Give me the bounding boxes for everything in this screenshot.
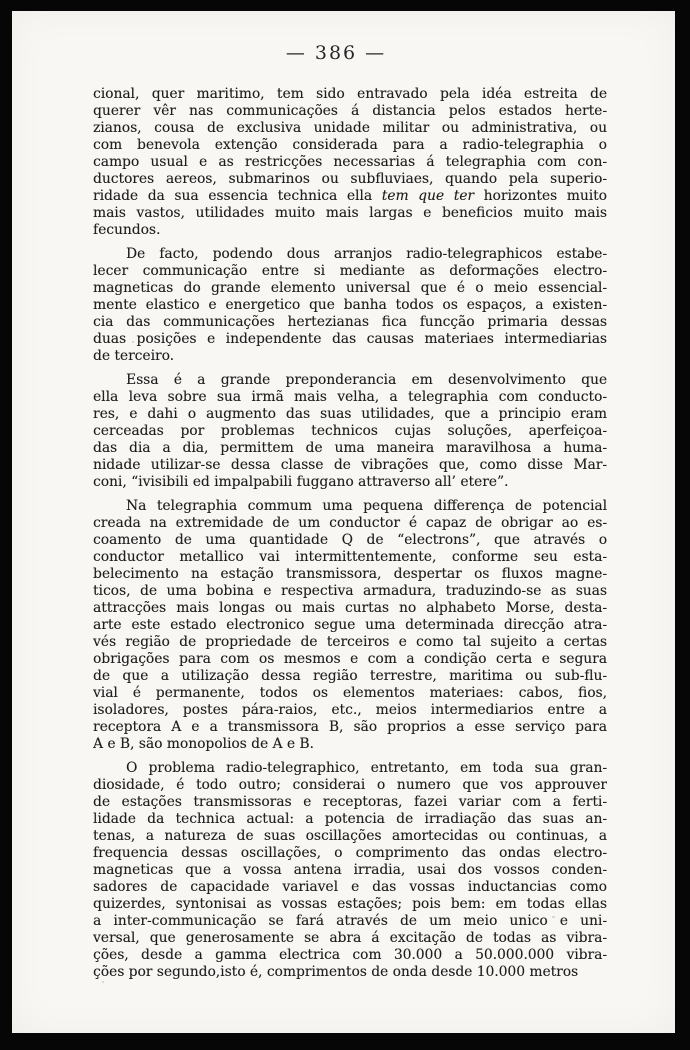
text-line: lecer communicação entre si mediante as deformações electro- — [93, 263, 607, 279]
text-line: coamento de uma quantidade Q de “electrons”, que através o — [93, 532, 607, 548]
text-line: cia das communicações hertezianas fica funcção primaria dessas — [93, 314, 607, 330]
paragraph — [93, 760, 607, 981]
text-line: magneticas que a vossa antena irradia, usai dos vossos conden- — [93, 862, 607, 878]
scan-speck — [102, 981, 104, 983]
text-line: tenas, a natureza de suas oscillações amortecidas ou continuas, a — [93, 828, 607, 844]
text-line: duas posições e independente das causas materiaes intermediarias — [93, 331, 607, 347]
text-line: lidade da technica actual: a potencia de irradiação das suas an- — [93, 811, 607, 827]
text-line: A e B, são monopolios de A e B. — [93, 736, 314, 752]
text-line: a inter-communicação se fará através de um meio unico e uni- — [93, 913, 607, 929]
scan-speck — [482, 139, 485, 142]
scan-speck — [300, 106, 303, 108]
text-line: de terceiro. — [93, 348, 175, 364]
text-line: de estações transmissoras e receptoras, fazei variar com a ferti- — [93, 794, 607, 810]
text-line: vés região de propriedade de terceiros e como tal sujeito a certas — [93, 634, 607, 650]
text-line: vial é permanente, todos os elementos materiaes: cabos, fios, — [93, 685, 607, 701]
text-line: attracções mais longas ou mais curtas no alphabeto Morse, desta- — [93, 600, 607, 616]
text-line: cerceadas por problemas technicos cujas soluções, aperfeiçoa- — [93, 423, 607, 439]
text-line: das dia a dia, permittem de uma maneira maravilhosa a huma- — [93, 440, 607, 456]
text-line: creada na extremidade de um conductor é capaz de obrigar ao es- — [93, 515, 607, 531]
text-line: ridade da sua essencia technica ella tem que ter horizontes muito — [93, 188, 607, 204]
text-line: fecundos. — [93, 222, 161, 238]
text-line: ella leva sobre sua irmã mais velha, a telegraphia com conducto- — [93, 389, 607, 405]
text-line: sadores de capacidade variavel e das vossas inductancias como — [93, 879, 607, 895]
text-line: frequencia dessas oscillações, o comprimento das ondas electro- — [93, 845, 607, 861]
text-line: querer vêr nas communicações á distancia pelos estados herte- — [93, 103, 607, 119]
text-line: zianos, cousa de exclusiva unidade militar ou administrativa, ou — [93, 120, 607, 136]
scan-speck — [132, 341, 134, 343]
text-line: quizerdes, syntonisai as vossas estações; pois bem: em todas ellas — [93, 896, 607, 912]
text-line: ticos, de uma bobina e respectiva armadura, traduzindo-se as suas — [93, 583, 607, 599]
emphasized-text: tem que ter — [381, 188, 475, 204]
text-line: belecimento na estação transmissora, despertar os fluxos magne- — [93, 566, 607, 582]
text-line: O problema radio-telegraphico, entretanto, em toda sua gran- — [126, 760, 607, 776]
page-text — [12, 86, 675, 981]
paragraph — [93, 86, 607, 239]
text-line: com benevola extenção considerada para a radio-telegraphia o — [93, 137, 607, 153]
text-line: arte este estado electronico segue uma determinada direcção atra- — [93, 617, 607, 633]
text-line: cional, quer maritimo, tem sido entravado pela idéa estreita de — [93, 86, 607, 102]
text-line: de que a utilização dessa região terrestre, maritima ou sub-flu- — [93, 668, 607, 684]
text-line: obrigações para com os mesmos e com a condição certa e segura — [93, 651, 607, 667]
text-line: conductor metallico vai intermittentemente, conforme seu esta- — [93, 549, 607, 565]
paragraph — [93, 498, 607, 753]
text-line: isoladores, postes pára-raios, etc., meios intermediarios entre a — [93, 702, 607, 718]
text-line: mente elastico e energetico que banha todos os espaços, a existen- — [93, 297, 607, 313]
text-line: Na telegraphia commum uma pequena differença de potencial — [126, 498, 607, 514]
text-line: res, e dahi o augmento das suas utilidades, que a principio eram — [93, 406, 607, 422]
text-line: De facto, podendo dous arranjos radio-telegraphicos estabe- — [126, 246, 607, 262]
book-page — [12, 11, 675, 1033]
paragraph — [93, 372, 607, 491]
text-line: coni, “ivisibili ed impalpabili fuggano attraverso all’ etere”. — [93, 474, 509, 490]
scan-speck — [552, 916, 555, 918]
text-line: magneticas do grande elemento universal que é o meio essencial- — [93, 280, 607, 296]
text-line: ductores aereos, submarinos ou subfluviaes, quando pela superio- — [93, 171, 607, 187]
text-line: Essa é a grande preponderancia em desenvolvimento que — [126, 372, 607, 388]
page-number: — 386 — — [285, 42, 387, 64]
text-line: diosidade, é todo outro; considerai o numero que vos approuver — [93, 777, 607, 793]
text-line: mais vastos, utilidades muito mais largas e beneficios muito mais — [93, 205, 607, 221]
text-line: receptora A e a transmissora B, são proprios a esse serviço para — [93, 719, 607, 735]
text-line: nidade utilizar-se dessa classe de vibrações que, como disse Mar- — [93, 457, 607, 473]
text-line: campo usual e as restricções necessarias á telegraphia com con- — [93, 154, 607, 170]
text-line: ções, desde a gamma electrica com 30.000 a 50.000.000 vibra- — [93, 947, 607, 963]
paragraph — [93, 246, 607, 365]
text-line: ções por segundo,isto é, comprimentos de onda desde 10.000 metros — [93, 964, 579, 980]
text-line: versal, que generosamente se abra á excitação de todas as vibra- — [93, 930, 607, 946]
